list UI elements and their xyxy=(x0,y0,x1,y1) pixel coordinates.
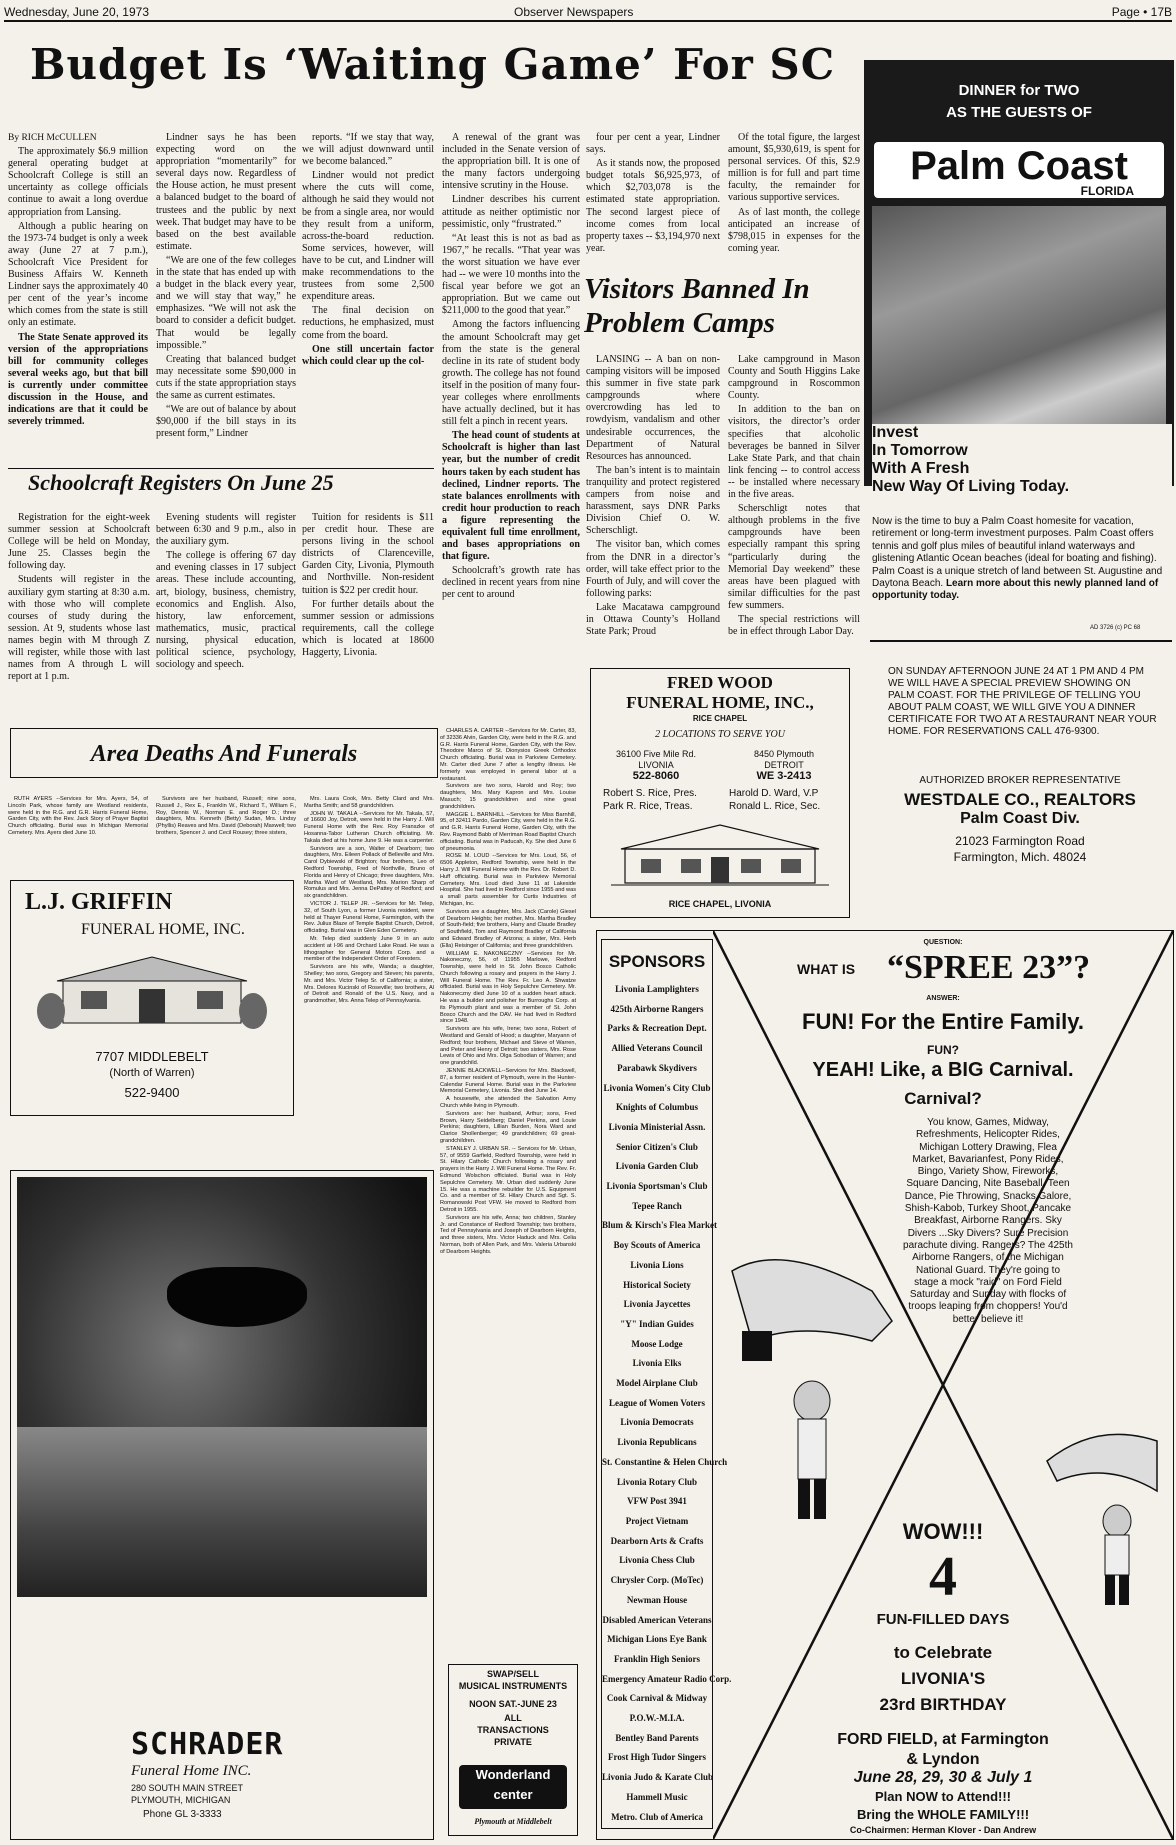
paragraph: “At least this is not as bad as 1967,” he recalls. “That year was the worst situation we have ever had -- we were 10 months into the fiscal year before we got an appropriation. But we came out $211,000 to the good that year.” xyxy=(442,232,580,317)
obituary: Survivors are a daughter, Mrs. Jack (Carole) Giesel of Dearborn Heights; her mother, Mrs. Martha Bradley of South-field; five brothers, Harry and Claude Bradley of Southfield, Tom and Raymond Bradley of California and Edward Bradley of Arizona; a sister, Mrs. Herb (Ella) Reisinger of California; and three grandchildren. xyxy=(440,908,576,949)
ad-address: 7707 MIDDLEBELT xyxy=(95,1049,209,1064)
paragraph: For further details about the summer session or admissions requirements, call the college which is located at 18600 Haggerty, Livonia. xyxy=(302,598,434,659)
sponsor-item: St. Constantine & Helen Church xyxy=(602,1456,728,1467)
broker-name: WESTDALE CO., REALTORS xyxy=(904,790,1136,809)
paragraph: “We are one of the few colleges in the state that has ended up with a budget in the black every year, and we will stay that way,” he emphasizes. “We will not ask the board to consider a deficit budget. That would be legally impossible.” xyxy=(156,254,296,351)
logo-text: Palm Coast xyxy=(910,144,1128,188)
main-story-col-1 xyxy=(8,132,148,462)
sponsor-item: Michigan Lions Eye Bank xyxy=(607,1634,707,1645)
loc-addr: 36100 Five Mile Rd. xyxy=(615,749,697,759)
sponsor-item: Livonia Elks xyxy=(632,1358,682,1369)
ad-locations: 2 LOCATIONS TO SERVE YOU xyxy=(655,729,785,740)
ad-line: DINNER for TWO xyxy=(958,82,1080,99)
deaths-col-2 xyxy=(156,796,296,866)
fun-line: FUN! For the Entire Family. xyxy=(802,1009,1084,1034)
paragraph: The final decision on reductions, he emphasized, must come from the board. xyxy=(302,305,434,341)
sponsor-item: Boy Scouts of America xyxy=(613,1240,701,1251)
ad-line: ALL xyxy=(504,1713,522,1723)
portrait-photo xyxy=(17,1177,427,1597)
byline: By RICH McCULLEN xyxy=(8,133,97,143)
paragraph: Lindner would not predict where the cuts will come, although he said they would not be from a single area, nor would they result from a uniform, across-the-board reduction. Some services, however, will have to be cut, and Lindner will make recommendations to the trustees from some 2,500 expenditure areas. xyxy=(302,170,434,303)
main-story-col-6 xyxy=(728,132,860,272)
main-headline: Budget Is ‘Waiting Game’ For SC xyxy=(30,40,836,89)
ad-city: PLYMOUTH, MICHIGAN xyxy=(131,1795,231,1805)
paragraph: Tuition for residents is $11 per credit hour. These are persons living in the school districts of Clarenceville, Garden City, Livonia, Plymouth and Northville. Non-resident tuition is $22 per credit hour. xyxy=(302,512,434,596)
paragraph: Evening students will register between 6:30 and 9 p.m., also in the auxiliary gym. xyxy=(156,512,296,548)
obituary: Survivors are her husband, Russell; nine sons, Russell J., Rex E., Franklin W., Richard T., William F., Roy, Dennis W., Norman E. and Roger D.; three daughters, Mrs. Kenneth (Betty) Sudan, Mrs. Lindsy (Phyllis) Reaves and Mrs. David (Deborah) Maxwell; two brothers, Spencer J. and Cecil Rousey; three sisters, xyxy=(156,796,296,836)
broker-label: AUTHORIZED BROKER REPRESENTATIVE xyxy=(919,775,1121,786)
logo-text: center xyxy=(493,1787,533,1802)
obituary: WILLIAM E. NAKONECZNY --Services for Mr. Nakoneczny, 56, of 11955 Marlowe, Redford Township, were held in St. John Bosco Catholic Church following a rosary and prayers in the Harry J. Will Funeral Home. The Rev. Fr. Leo A. Shwatze officiated. Burial was in Holy Sepulchre Cemetery. Mr. Nakoneczny died June 10 of a sudden heart attack. He was a builder and polisher for Burroughs Corp. at its Plymouth plant and was a member of St. John Bosco Church and the DAV. He had lived in Redford since 1948. xyxy=(440,950,576,1025)
sponsor-item: Parks & Recreation Dept. xyxy=(607,1023,707,1034)
ad-name: SCHRADER xyxy=(131,1727,284,1762)
obituary: Survivors are his wife, Anna; two children, Stanley Jr. and Constance of Redford Township; two brothers, Ted of Pennsylvania and Joseph of Dearborn Heights, and three sisters, Mrs. Victor Haduck and Mrs. Celia Norman, both of Allen Park, and Mrs. Valeria Urbanski of Dearborn Heights. xyxy=(440,1214,576,1255)
paragraph: Among the factors influencing the amount Schoolcraft may get from the state is the general decline in its rate of student body growth. The college has not found itself in the position of many four-year colleges where enrollments have actually declined, but it has still felt a pinch in recent years. xyxy=(442,319,580,428)
page-header xyxy=(4,2,1172,22)
ford-field: FORD FIELD, at Farmington xyxy=(837,1731,1049,1748)
main-story-col-4 xyxy=(442,132,580,702)
obituary: MAGGIE L. BARNHILL --Services for Miss Barnhill, 95, of 32411 Pardo, Garden City, were held in the R.G. and G.R. Harris Funeral Home, Garden City, with the Rev. Raymond Babb of Merriman Road Baptist Church officiating. Burial was in Paducah, Ky. She died June 6 of pneumonia. xyxy=(440,811,576,852)
divider xyxy=(8,468,434,469)
ad-body-bold: Learn more about this newly planned land of opportunity today. xyxy=(872,578,1159,602)
sponsor-item: Senior Citizen's Club xyxy=(616,1141,698,1152)
palm-coast-ad xyxy=(864,60,1174,486)
obituary: JENNIE BLACKWELL--Services for Mrs. Blackwell, 87, a former resident of Plymouth, were in the Hunter-Calendar Funeral Home. Burial was in the Parkview Memorial Cemetery, Livonia. She died June 14. xyxy=(440,1068,576,1095)
paragraph: Lindner says he has been expecting word on the appropriation “momentarily” for several days now. Regardless of the House action, he must present a balanced budget to the board of trustees and the public by next week. That budget may have to be based on the best available estimate. xyxy=(156,132,296,252)
paragraph: The visitor ban, which comes from the DNR in a director’s order, will take effect prior to the Fourth of July, and will cover the following parks: xyxy=(586,539,720,599)
loc-phone: 522-8060 xyxy=(632,770,680,782)
registers-headline: Schoolcraft Registers On June 25 xyxy=(28,470,334,495)
logo-sub: FLORIDA xyxy=(1080,184,1134,198)
ad-location: Plymouth at Middlebelt xyxy=(474,1817,552,1826)
sponsor-item: Parabawk Skydivers xyxy=(617,1062,697,1073)
bring-family: Bring the WHOLE FAMILY!!! xyxy=(856,1807,1030,1822)
ad-phone: Phone GL 3-3333 xyxy=(143,1809,222,1820)
ad-line: NOON SAT.-JUNE 23 xyxy=(469,1699,557,1709)
obituary: ROSE M. LOUD --Services for Mrs. Loud, 56, of 6506 Appleton, Redford Township, were held in the Harry J. Will Funeral Home with the Rev. Dr. Robert D. Huff officiating. Burial was in Parkview Memorial Cemetery. Mrs. Loud died June 11 at Lakeside Hospital. She had lived in Redford since 1955 and was a small parts assembler for Curtis Industries of Michigan, Inc. xyxy=(440,853,576,907)
sponsor-item: "Y" Indian Guides xyxy=(620,1318,694,1329)
tagline: Invest xyxy=(872,424,919,441)
wow-line: WOW!!! xyxy=(902,1519,984,1544)
sponsor-item: Livonia Rotary Club xyxy=(616,1476,697,1487)
staff: Park R. Rice, Treas. xyxy=(603,801,693,812)
broker-division: Palm Coast Div. xyxy=(960,810,1080,827)
ad-sub: Funeral Home INC. xyxy=(131,1763,252,1779)
sponsors-box xyxy=(601,939,732,1829)
sponsor-item: Historical Society xyxy=(623,1279,691,1290)
ad-line: SWAP/SELL xyxy=(486,1669,539,1679)
sponsor-item: Livonia Garden Club xyxy=(615,1161,699,1172)
visitors-headline: Visitors Banned In Problem Camps xyxy=(584,273,810,339)
ford-field-2: & Lyndon xyxy=(906,1751,980,1768)
event-dates: June 28, 29, 30 & July 1 xyxy=(853,1769,1033,1786)
left-hand-illustration xyxy=(722,1231,898,1521)
deaths-header-box xyxy=(10,728,438,778)
sponsor-item: Metro. Club of America xyxy=(611,1811,703,1822)
header-publisher: Observer Newspapers xyxy=(514,5,634,19)
sponsor-item: League of Women Voters xyxy=(608,1397,706,1408)
sponsor-item: Livonia Lamplighters xyxy=(615,984,699,994)
staff-left xyxy=(603,787,723,813)
sponsor-item: Livonia Lions xyxy=(630,1259,684,1270)
sponsor-item: Emergency Amateur Radio Corp. xyxy=(602,1673,732,1684)
deaths-col-3 xyxy=(304,796,434,1126)
header-date: Wednesday, June 20, 1973 xyxy=(4,5,149,19)
obituary: Survivors are a son, Walter of Dearborn; two daughters, Mrs. Eileen Pollack of Belleville and Mrs. Carol Dybiewski of Brighton; four brothers, Leo of Redford Township, Fred of Northville, Bruno of Florida and Henry of Chicago; three daughters, Mrs. Martha Ward of Westland, Mrs. Marion Sharp of Romulus and Mrs. Jenna DePattey of Redford; and six grandchildren. xyxy=(304,845,434,900)
sponsor-item: Disabled American Veterans xyxy=(602,1614,712,1625)
ad-address: 280 SOUTH MAIN STREET xyxy=(131,1783,244,1793)
paragraph: The State Senate approved its version of the appropriations bill for community colleges several weeks ago, but that bill is currently under committee discussion in the House, and indications are that it could be severely trimmed. xyxy=(8,331,148,428)
header-page: Page • 17B xyxy=(1111,5,1172,19)
obituary: Survivors are his wife, Wanda; a daughter, Shelley; two sons, Gregory and Steven; his parents, Mr. and Mrs. Victor Telep Sr. of California; a sister, Mrs. Delores Kucinski of Roseville; two brothers, Al of Detroit and Ronald of the U.S. Navy, and a grandmother, Mrs. Anna Telep of Pennsylvania. xyxy=(304,964,434,1005)
question-label: QUESTION: xyxy=(923,939,963,946)
livonias: LIVONIA'S xyxy=(900,1669,986,1688)
obituary: VICTOR J. TELEP JR. --Services for Mr. Telep, 32, of South Lyon, a former Livonia resident, were held at Thayer Funeral Home, Farmington, with the Rev. Julius Blaze of Temple Baptist Church, Detroit, officiating. Burial was in Glen Eden Cemetery. xyxy=(304,900,434,935)
sponsor-item: Hammell Music xyxy=(626,1791,688,1802)
obituary: CHARLES A. CARTER --Services for Mr. Carter, 83, of 32336 Alvin, Garden City, were held in the R.G. and G.R. Harris Funeral Home, Garden City, with the Rev. Theodore Marco of St. Dionysios Greek Orthodox Church officiating. Burial was in Parkview Cemetery. Mr. Carter died June 7 after a lengthy illness. He formerly was employed in general labor at a restaurant. xyxy=(440,728,576,782)
sponsor-item: Model Airplane Club xyxy=(616,1378,698,1389)
location-1 xyxy=(601,749,711,782)
main-story-col-2 xyxy=(156,132,296,462)
obituary: Mr. Telep died suddenly June 9 in an auto accident at I-96 and Orchard Lake Road. He was a lithographer for General Motors Corp. and a member of the Independent Order of Foresters. xyxy=(304,935,434,963)
loc-city: DETROIT xyxy=(764,760,804,770)
griffin-ad xyxy=(10,880,294,1116)
tagline: In Tomorrow xyxy=(872,442,968,459)
ad-body: Now is the time to buy a Palm Coast homesite for vacation, retirement or long-term investment purposes. Palm Coast offers tennis and golf plus miles of beautiful inland waterways and glistening Atlantic Ocean beaches (ideal for boating and fishing). Palm Coast is a unique stretch of land between St. Augustine and Daytona Beach. xyxy=(872,516,1163,590)
logo-text: Wonderland xyxy=(475,1767,551,1782)
deaths-col-4 xyxy=(440,728,576,1728)
tagline: New Way Of Living Today. xyxy=(872,478,1070,495)
obituary: Mrs. Laura Cook, Mrs. Betty Clard and Mrs. Martha Smith; and 58 grandchildren. xyxy=(304,796,434,809)
sponsor-item: Livonia Women's City Club xyxy=(603,1082,711,1093)
visitors-col-1 xyxy=(586,354,720,684)
obituary: Survivors are two sons, Harold and Roy; two daughters, Mrs. Mary Kapron and Mrs. Louise Masuch; 15 grandchildren and nine great grandchildren. xyxy=(440,783,576,810)
paragraph: The ban’s intent is to maintain tranquility and protect registered campers from noise and harassment, says DNR Parks Division Chief O. W. Scherschligt. xyxy=(586,464,720,537)
staff: Robert S. Rice, Pres. xyxy=(603,788,697,799)
sponsor-item: Livonia Jaycettes xyxy=(623,1299,691,1310)
loc-phone: WE 3-2413 xyxy=(756,770,812,782)
paragraph: reports. “If we stay that way, we will adjust downward until we become balanced.” xyxy=(302,132,434,168)
sponsors-list xyxy=(602,980,732,1827)
ad-name: FUNERAL HOME, INC., xyxy=(626,693,814,712)
staff: Harold D. Ward, V.P xyxy=(729,788,819,799)
paragraph: Lake campground in Mason County and South Higgins Lake campground in Roscommon County. xyxy=(728,354,860,402)
main-story-col-5 xyxy=(586,132,720,272)
paragraph: Lake Macatawa campground in Ottawa County’s Holland State Park; Proud xyxy=(586,601,720,638)
sponsor-item: Livonia Ministerial Assn. xyxy=(608,1121,706,1132)
four-days-number: 4 xyxy=(929,1546,957,1608)
staff: Ronald L. Rice, Sec. xyxy=(729,801,821,812)
sunglasses-shape xyxy=(167,1267,307,1327)
paragraph: The approximately $6.9 million general operating budget at Schoolcraft College is still an uncertainty as college officials continue to await a long overdue appropriation from Lansing. xyxy=(8,146,148,218)
chapel-caption: RICE CHAPEL, LIVONIA xyxy=(668,899,772,909)
obituary: Survivors are: her husband, Arthur; sons, Fred Brown, Harry Seidelberg; Daniel Perkins, and Louie Perkins; daughters, Lillian Burden, Nora Ward and Clarice Shollenberger; 49 grandchildren; 69 great-grandchildren. xyxy=(440,1110,576,1145)
obituary: JOHN W. TAKALA --Services for Mr. Takala, 57, of 16600 Joy, Detroit, were held in the Harry J. Will Funeral Home with the Rev. Roy Franszke of Hosanna-Tabor Lutheran Church officiating. Mr. Takala died at his home June 9. He was a carpenter. xyxy=(304,810,434,844)
sponsor-item: Tepee Ranch xyxy=(632,1200,682,1211)
ad-phone: 522-9400 xyxy=(124,1085,180,1100)
sponsor-item: Livonia Judo & Karate Club xyxy=(602,1772,714,1783)
answer-label: ANSWER: xyxy=(926,995,960,1002)
co-chairmen: Co-Chairmen: Herman Klover - Dan Andrew xyxy=(849,1825,1037,1835)
paragraph: Students will register in the auxiliary gym starting at 8:30 a.m. with those who will complete courses of study during the session. At 9, students whose last names begin with M through Z will register, while those with last names from A through L will report at 1 p.m. xyxy=(8,574,150,683)
registers-col-1 xyxy=(8,512,150,712)
paragraph: As of last month, the college anticipated an increase of $798,015 in expenses for the coming year. xyxy=(728,206,860,254)
registers-col-3 xyxy=(302,512,434,712)
broker-city: Farmington, Mich. 48024 xyxy=(953,850,1087,864)
ad-sub: RICE CHAPEL xyxy=(692,714,748,723)
sponsor-item: Project Vietnam xyxy=(625,1515,689,1526)
wonderland-ad xyxy=(448,1664,578,1836)
sponsor-item: Moose Lodge xyxy=(631,1338,683,1349)
wonderland-logo xyxy=(459,1765,567,1809)
sponsor-item: Bentley Band Parents xyxy=(615,1732,699,1743)
paragraph: In addition to the ban on visitors, the director’s order specifies that alcoholic beverages be banned in Silver Lake State Park, and that chain link fencing -- to control access -- be installed where necessary in the five areas. xyxy=(728,404,860,501)
palm-coast-logo xyxy=(874,142,1164,198)
paragraph: Of the total figure, the largest amount, $5,930,619, is spent for personal services. Of this, $2.9 million is for full and part time faculty, the remainder for various supportive services. xyxy=(728,132,860,204)
sponsor-item: Dearborn Arts & Crafts xyxy=(610,1535,704,1546)
spree-ad xyxy=(596,930,1174,1840)
paragraph: Schoolcraft’s growth rate has declined in recent years from nine per cent to around xyxy=(442,565,580,601)
ad-line: PRIVATE xyxy=(494,1737,532,1747)
location-2 xyxy=(729,749,839,782)
fun-question: FUN? xyxy=(927,1043,959,1057)
registers-col-2 xyxy=(156,512,296,712)
ad-line: TRANSACTIONS xyxy=(477,1725,549,1735)
spree-body: You know, Games, Midway, Refreshments, Helicopter Rides, Michigan Lottery Drawing, Flea Market, Bavarianfest, Pony Rides, Bingo, Variety Show, Fireworks, Square Dancing, Nite Baseball, Teen Dance, Pie Throwing, Snacks Galore, Shish-Kabob, Turkey Shoot, Pancake Breakfast, Airborne Rangers. Sky Divers ...Sky Divers? Sure Precision parachute diving. Rangers? The 425th Airborne Rangers, of the Michigan National Guard. They're going to stage a mock "raid" on Ford Field Saturday and Sunday with flocks of troops leaping from choppers! You'd better believe it! xyxy=(903,1117,1073,1325)
obituary: RUTH AYERS --Services for Mrs. Ayers, 54, of Lincoln Park, whose family are Westland residents, were held in the R.G. and G.R. Harris Funeral Home, Garden City, with the Rev. Jack Story of Prayer Baptist Church officiating. Burial was in Michigan Memorial Cemetery. Mrs. Ayers died June 10. xyxy=(8,796,148,836)
carnival-question: Carnival? xyxy=(904,1089,982,1108)
deaths-headline: Area Deaths And Funerals xyxy=(90,741,358,767)
visitors-col-2 xyxy=(728,354,860,669)
ad-line: AS THE GUESTS OF xyxy=(946,104,1092,121)
staff-right xyxy=(729,787,849,813)
celebrate: to Celebrate xyxy=(893,1643,993,1662)
sponsor-item: VFW Post 3941 xyxy=(627,1496,687,1507)
sponsor-item: Allied Veterans Council xyxy=(611,1043,703,1054)
paragraph: Registration for the eight-week summer session at Schoolcraft College will be held on Monday, June 25. Classes begin the following day. xyxy=(8,512,150,572)
plan-now: Plan NOW to Attend!!! xyxy=(875,1789,1011,1804)
paragraph: The college is offering 67 day and evening classes in 17 subject areas. These include accounting, art, biology, business, chemistry, economics and English. Also, history, law enforcement, mathematics, music, practical nursing, physical education, political science, psychology, sociology and speech. xyxy=(156,550,296,671)
funeral-home-illustration xyxy=(37,951,267,1031)
paragraph: A renewal of the grant was included in the Senate version of the appropriation bill. It is one of the many factors undergoing intensive scrutiny in the House. xyxy=(442,132,580,192)
sponsor-item: 425th Airborne Rangers xyxy=(610,1003,704,1014)
sponsor-item: Frost High Tudor Singers xyxy=(608,1752,706,1763)
paragraph: Although a public hearing on the 1973-74 budget is only a week away (June 27 at 7 p.m.), Schoolcraft Vice President for Business Affairs W. Kenneth Lindner says the approximately 40 per cent of the year’s income which comes from the state is still only an estimate. xyxy=(8,220,148,329)
paragraph: As it stands now, the proposed budget totals $6,925,973, of which $2,703,078 is the estimated state appropriation. The second largest piece of income comes from local property taxes -- $3,194,970 next year. xyxy=(586,158,720,254)
ad-name: L.J. GRIFFIN xyxy=(25,889,173,915)
ad-name: FUNERAL HOME, INC. xyxy=(81,921,245,938)
ad-line: MUSICAL INSTRUMENTS xyxy=(458,1681,568,1691)
paragraph: The special restrictions will be in effect through Labor Day. xyxy=(728,613,860,638)
yeah-line: YEAH! Like, a BIG Carnival. xyxy=(812,1059,1074,1081)
paragraph: The head count of students at Schoolcraft is higher than last year, but the number of credit hours taken by each student has declined, Lindner reports. The state balances enrollments with credit hour production to reach a figure representing the equivalent full time enrollment, and bases appropriations on that figure. xyxy=(442,430,580,563)
deaths-col-1 xyxy=(8,796,148,866)
sponsor-item: Chrysler Corp. (MoTec) xyxy=(610,1575,704,1586)
sponsor-item: P.O.W.-M.I.A. xyxy=(629,1713,685,1724)
sponsor-item: Livonia Democrats xyxy=(620,1417,694,1428)
paragraph: One still uncertain factor which could clear up the col- xyxy=(302,343,434,367)
fred-wood-ad xyxy=(590,668,850,918)
obituary: Survivors are his wife, Irene; two sons, Robert of Westland and Gerald of Hood; a daughter, Maryann of Redford; four brothers, Michael and Steve of Warren, and Peter and Henry of Detroit; two sisters, Mrs. Rose Lewis of Ohio and Mrs. Olga Sobodian of Warren; and one grandchild. xyxy=(440,1026,576,1067)
paragraph: Scherschligt notes that although problems in the five campgrounds have been especially rampant this spring “particularly during the Memorial Day weekend” these areas have been plagued with similar difficulties for the past few summers. xyxy=(728,503,860,611)
paragraph: Creating that balanced budget may necessitate some $90,000 in cuts if the state appropriation stays the same as current estimates. xyxy=(156,353,296,401)
paragraph: Lindner describes his current attitude as neither optimistic nor pessimistic, only “frustrated.” xyxy=(442,194,580,230)
obituary: A housewife, she attended the Salvation Army Church while living in Plymouth. xyxy=(440,1096,576,1110)
ad-cross: (North of Warren) xyxy=(109,1067,195,1079)
broker-address: 21023 Farmington Road xyxy=(955,834,1085,848)
paragraph: “We are out of balance by about $90,000 if the bill stays in its present form,” Lindner xyxy=(156,404,296,440)
ad-code: AD 3726 (c) PC 68 xyxy=(1090,625,1141,631)
sponsor-item: Franklin High Seniors xyxy=(613,1653,701,1664)
photo-shadow xyxy=(17,1427,427,1597)
sponsor-item: Newman House xyxy=(626,1594,688,1605)
schrader-ad xyxy=(10,1170,434,1840)
main-story-col-3 xyxy=(302,132,434,462)
chapel-illustration xyxy=(611,819,829,889)
sponsor-item: Livonia Republicans xyxy=(617,1437,697,1448)
ad-name: FRED WOOD xyxy=(667,673,773,692)
tagline: With A Fresh xyxy=(872,460,970,477)
palm-coast-offer: ON SUNDAY AFTERNOON JUNE 24 AT 1 PM AND 4 PM WE WILL HAVE A SPECIAL PREVIEW SHOWING ON PALM COAST. FOR THE PRIVILEGE OF TELLING YOU ABOUT PALM COAST, WE WILL GIVE YOU A DINNER CERTIFICATE FOR TWO AT A RESTAURANT NEAR YOUR HOME. FOR RESERVATIONS CALL 476-9300. xyxy=(888,666,1157,737)
sponsor-item: Livonia Sportsman's Club xyxy=(606,1181,708,1192)
divider xyxy=(870,640,1172,642)
sponsor-item: Livonia Chess Club xyxy=(619,1555,695,1566)
palm-coast-tagline xyxy=(872,424,1172,514)
fun-days: FUN-FILLED DAYS xyxy=(876,1611,1010,1628)
loc-addr: 8450 Plymouth xyxy=(753,749,815,759)
sponsors-title: SPONSORS xyxy=(608,952,706,971)
what-is: WHAT IS xyxy=(797,961,856,977)
loc-city: LIVONIA xyxy=(638,760,674,770)
spree-title: “SPREE 23”? xyxy=(887,949,1091,986)
sponsor-item: Cook Carnival & Midway xyxy=(606,1693,708,1704)
sponsor-item: Knights of Columbus xyxy=(615,1102,699,1113)
palm-coast-body xyxy=(872,516,1172,626)
paragraph: LANSING -- A ban on non-camping visitors will be imposed this summer in five state park campgrounds where overcrowding has led to rowdyism, vandalism and other undesirable occurrences, the Department of Natural Resources has announced. xyxy=(586,354,720,462)
birthday: 23rd BIRTHDAY xyxy=(879,1695,1007,1714)
sponsor-item: Blum & Kirsch's Flea Market xyxy=(602,1220,717,1231)
obituary: STANLEY J. URBAN SR. -- Services for Mr. Urban, 57, of 9559 Garfield, Redford Township, were held in St. Hilary Catholic Church following a rosary and prayers in the Harry J. Will Funeral Home. The Rev. Fr. Edmund Wolschon officiated. Burial was in Holy Sepulchre Cemetery. Mr. Urban died suddenly June 15. He was a machine rebuilder for U.S. Equipment Co. and a member of St. Hilary Church and Sgt. S. Romanowski Post VFW. He moved to Redford from Detroit in 1955. xyxy=(440,1145,576,1213)
paragraph: four per cent a year, Lindner says. xyxy=(586,132,720,156)
